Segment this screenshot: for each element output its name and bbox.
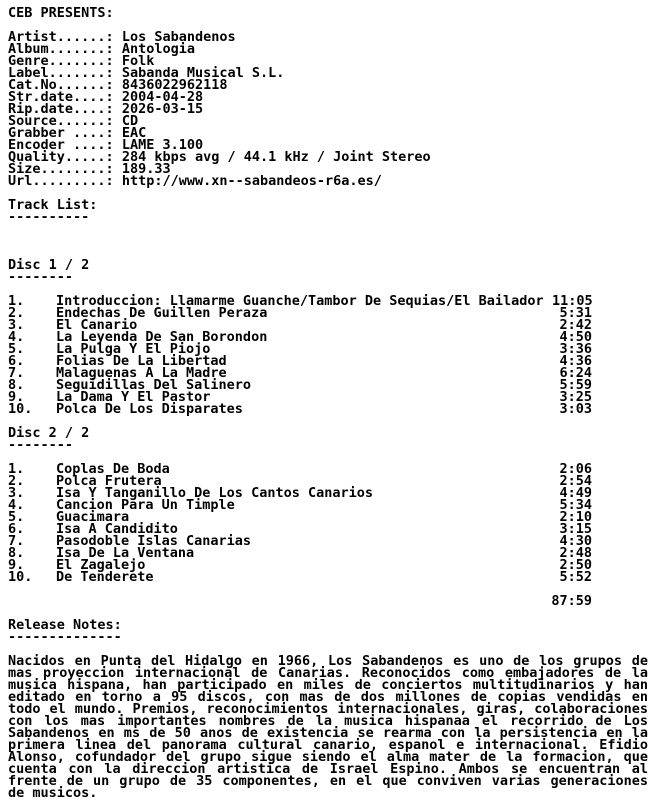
info-value: Sabanda Musical S.L. xyxy=(121,65,285,81)
info-key: Encoder ....: xyxy=(8,137,114,153)
track-duration: 3:25 xyxy=(559,389,592,405)
track-title: Malaguenas A La Madre xyxy=(56,365,227,381)
track-number: 7. xyxy=(8,365,25,381)
info-value: 2004-04-28 xyxy=(121,89,204,105)
info-key: Url.........: xyxy=(8,173,114,189)
track-title: Isa Y Tanganillo De Los Cantos Canarios xyxy=(56,485,373,501)
info-key: Grabber ....: xyxy=(8,125,114,141)
track-title: La Leyenda De San Borondon xyxy=(56,329,268,345)
track-number: 1. xyxy=(8,461,25,477)
track-title: Seguidillas Del Salinero xyxy=(56,377,252,393)
info-key: Str.date....: xyxy=(8,89,114,105)
track-title: Cancion Para Un Timple xyxy=(56,497,235,513)
track-number: 5. xyxy=(8,341,25,357)
info-value: EAC xyxy=(121,125,147,141)
track-title: Polca Frutera xyxy=(56,473,162,489)
track-title: Polca De Los Disparates xyxy=(56,401,243,417)
track-duration: 6:24 xyxy=(559,365,592,381)
info-block xyxy=(8,31,656,187)
release-notes-underline: -------------- xyxy=(8,629,122,645)
track-number: 8. xyxy=(8,377,25,393)
info-key: Artist......: xyxy=(8,29,114,45)
track-title: Folias De La Libertad xyxy=(56,353,227,369)
track-row xyxy=(8,571,592,583)
track-number: 7. xyxy=(8,533,25,549)
track-number: 6. xyxy=(8,353,25,369)
release-notes-heading: Release Notes: xyxy=(8,617,122,633)
track-number: 2. xyxy=(8,305,25,321)
track-title: La Pulga Y El Piojo xyxy=(56,341,211,357)
spacer xyxy=(8,247,656,259)
disc-1-underline: -------- xyxy=(8,269,74,285)
track-number: 8. xyxy=(8,545,25,561)
info-value: 2026-03-15 xyxy=(121,101,204,117)
track-duration: 5:31 xyxy=(559,305,592,321)
release-notes-text: Nacidos en Punta del Hidalgo en 1966, Los Sabandenos es uno de los grupos de mas proyeccion internacional de Canarias. Reconocidos como embajadores de la musica hispana, han participado en miles de conciertos multitudinarios y han editado en torno a 95 discos, con mas de dos millones de copias vendidas en todo el mundo. Premios, reconocimientos internacionales, giras, colaboraciones con los mas importantes nombres de la musica hispanaa el recorrido de Los Sabandenos en ms de 50 anos de existencia se rearma con la persistencia en la primera linea del panorama cultural canario, espanol e internacional. Efidio Alonso, cofundador del grupo sigue siendo el alma mater de la formacion, que cuenta con la direccion artistica de Israel Espino. Ambos se encuentran al frente de un grupo de 35 componentes, en el que conviven varias generaciones de musicos. xyxy=(8,653,648,801)
info-key: Genre.......: xyxy=(8,53,114,69)
spacer xyxy=(8,235,656,247)
track-title: La Dama Y El Pastor xyxy=(56,389,211,405)
track-number: 10. xyxy=(8,401,33,417)
disc-2-underline: -------- xyxy=(8,437,74,453)
track-duration: 5:52 xyxy=(559,569,592,585)
info-key: Quality.....: xyxy=(8,149,114,165)
track-duration: 5:59 xyxy=(559,377,592,393)
disc-2-heading: Disc 2 / 2 xyxy=(8,425,90,441)
track-number: 2. xyxy=(8,473,25,489)
disc-2-tracklist xyxy=(8,463,656,583)
info-row xyxy=(8,175,656,187)
header-title: CEB PRESENTS: xyxy=(8,5,114,21)
info-value: LAME 3.100 xyxy=(121,137,204,153)
track-title: Endechas De Guillen Peraza xyxy=(56,305,268,321)
track-duration: 2:42 xyxy=(559,317,592,333)
track-title: De Tenderete xyxy=(56,569,154,585)
info-value: Antologia xyxy=(121,41,195,57)
track-title: Isa De La Ventana xyxy=(56,545,195,561)
track-title: Introduccion: Llamarme Guanche/Tambor De Sequias/El Bailador xyxy=(56,293,544,309)
info-value: Los Sabandenos xyxy=(121,29,236,45)
tracklist-underline: ---------- xyxy=(8,209,90,225)
info-value: Folk xyxy=(121,53,155,69)
info-key: Source......: xyxy=(8,113,114,129)
track-number: 9. xyxy=(8,389,25,405)
track-number: 10. xyxy=(8,569,33,585)
disc-1-heading: Disc 1 / 2 xyxy=(8,257,90,273)
track-duration: 5:34 xyxy=(559,497,592,513)
track-number: 4. xyxy=(8,329,25,345)
track-duration: 4:50 xyxy=(559,329,592,345)
track-number: 4. xyxy=(8,497,25,513)
tracklist-heading: Track List: xyxy=(8,197,98,213)
track-row xyxy=(8,403,592,415)
info-value: 284 kbps avg / 44.1 kHz / Joint Stereo xyxy=(121,149,431,165)
track-duration: 2:06 xyxy=(559,461,592,477)
disc-1-tracklist xyxy=(8,295,656,415)
track-number: 1. xyxy=(8,293,25,309)
track-duration: 4:36 xyxy=(559,353,592,369)
track-duration: 4:30 xyxy=(559,533,592,549)
track-title: Isa A Candidito xyxy=(56,521,178,537)
track-title: Guacimara xyxy=(56,509,130,525)
track-duration: 4:49 xyxy=(559,485,592,501)
info-value: http://www.xn--sabandeos-r6a.es/ xyxy=(121,173,382,189)
info-key: Rip.date....: xyxy=(8,101,114,117)
track-duration: 3:15 xyxy=(559,521,592,537)
track-duration: 3:36 xyxy=(559,341,592,357)
info-value: CD xyxy=(121,113,139,129)
track-title: El Canario xyxy=(56,317,138,333)
track-number: 3. xyxy=(8,317,25,333)
track-duration: 11:05 xyxy=(552,293,593,309)
info-value: 8436022962118 xyxy=(121,77,228,93)
info-key: Cat.No......: xyxy=(8,77,114,93)
info-key: Label.......: xyxy=(8,65,114,81)
info-key: Size........: xyxy=(8,161,114,177)
info-key: Album.......: xyxy=(8,41,114,57)
track-number: 6. xyxy=(8,521,25,537)
total-time: 87:59 xyxy=(551,593,592,609)
info-value: 189.33 xyxy=(121,161,171,177)
track-duration: 2:10 xyxy=(559,509,592,525)
track-duration: 3:03 xyxy=(559,401,592,417)
track-number: 3. xyxy=(8,485,25,501)
track-title: Pasodoble Islas Canarias xyxy=(56,533,252,549)
spacer xyxy=(8,223,656,235)
track-number: 5. xyxy=(8,509,25,525)
track-title: El Zagalejo xyxy=(56,557,146,573)
track-duration: 2:48 xyxy=(559,545,592,561)
track-number: 9. xyxy=(8,557,25,573)
track-title: Coplas De Boda xyxy=(56,461,170,477)
track-duration: 2:54 xyxy=(559,473,592,489)
track-duration: 2:50 xyxy=(559,557,592,573)
